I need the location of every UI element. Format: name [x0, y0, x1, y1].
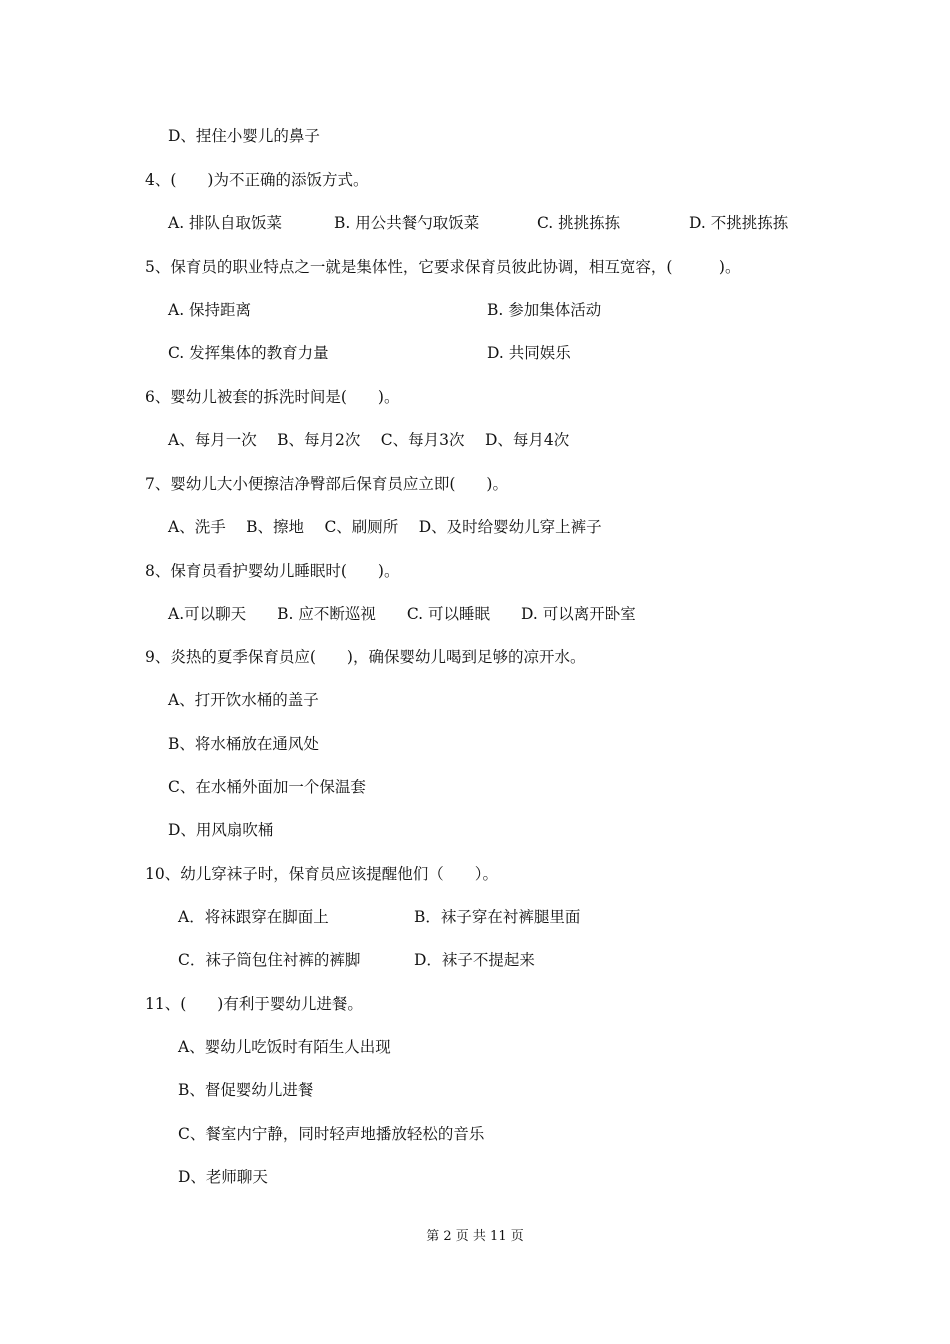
q9-option-b: B、将水桶放在通风处 — [168, 735, 319, 753]
q5-option-d: D. 共同娱乐 — [487, 344, 571, 362]
q10-option-b: B．袜子穿在衬裤腿里面 — [414, 908, 581, 926]
q11-option-d: D、老师聊天 — [178, 1168, 268, 1186]
q4-option-a: A. 排队自取饭菜 — [168, 214, 283, 232]
q11-option-a: A、婴幼儿吃饭时有陌生人出现 — [178, 1038, 391, 1056]
q5-option-c: C. 发挥集体的教育力量 — [168, 344, 329, 362]
q9-option-a: A、打开饮水桶的盖子 — [168, 691, 319, 709]
q4-option-c: C. 挑挑拣拣 — [537, 214, 621, 232]
q10-option-a: A．将袜跟穿在脚面上 — [178, 908, 329, 926]
q5-option-a: A. 保持距离 — [168, 301, 252, 319]
q8-stem: 8、保育员看护婴幼儿睡眠时( )。 — [145, 562, 400, 580]
q5-option-b: B. 参加集体活动 — [487, 301, 602, 319]
q7-options: A、洗手 B、擦地 C、刷厕所 D、及时给婴幼儿穿上裤子 — [168, 518, 602, 536]
q6-options: A、每月一次 B、每月2次 C、每月3次 D、每月4次 — [168, 431, 570, 449]
q4-option-d: D. 不挑挑拣拣 — [689, 214, 789, 232]
q5-stem: 5、保育员的职业特点之一就是集体性，它要求保育员彼此协调，相互宽容，( )。 — [145, 258, 741, 276]
q10-option-d: D．袜子不提起来 — [414, 951, 535, 969]
q9-option-d: D、用风扇吹桶 — [168, 821, 274, 839]
q9-option-c: C、在水桶外面加一个保温套 — [168, 778, 366, 796]
q10-option-c: C．袜子筒包住衬裤的裤脚 — [178, 951, 361, 969]
q11-stem: 11、( )有利于婴幼儿进餐。 — [145, 995, 363, 1013]
q8-options: A.可以聊天 B. 应不断巡视 C. 可以睡眠 D. 可以离开卧室 — [168, 605, 636, 623]
q7-stem: 7、婴幼儿大小便擦洁净臀部后保育员应立即( )。 — [145, 475, 508, 493]
q9-stem: 9、炎热的夏季保育员应( )，确保婴幼儿喝到足够的凉开水。 — [145, 648, 586, 666]
q11-option-b: B、督促婴幼儿进餐 — [178, 1081, 314, 1099]
q10-stem: 10、幼儿穿袜子时，保育员应该提醒他们（ ）。 — [145, 865, 498, 883]
q4-stem: 4、( )为不正确的添饭方式。 — [145, 171, 369, 189]
page-footer: 第 2 页 共 11 页 — [426, 1229, 524, 1244]
q4-option-b: B. 用公共餐勺取饭菜 — [334, 214, 480, 232]
q3-option-d: D、捏住小婴儿的鼻子 — [168, 127, 320, 145]
q6-stem: 6、婴幼儿被套的拆洗时间是( )。 — [145, 388, 400, 406]
q11-option-c: C、餐室内宁静，同时轻声地播放轻松的音乐 — [178, 1125, 485, 1143]
